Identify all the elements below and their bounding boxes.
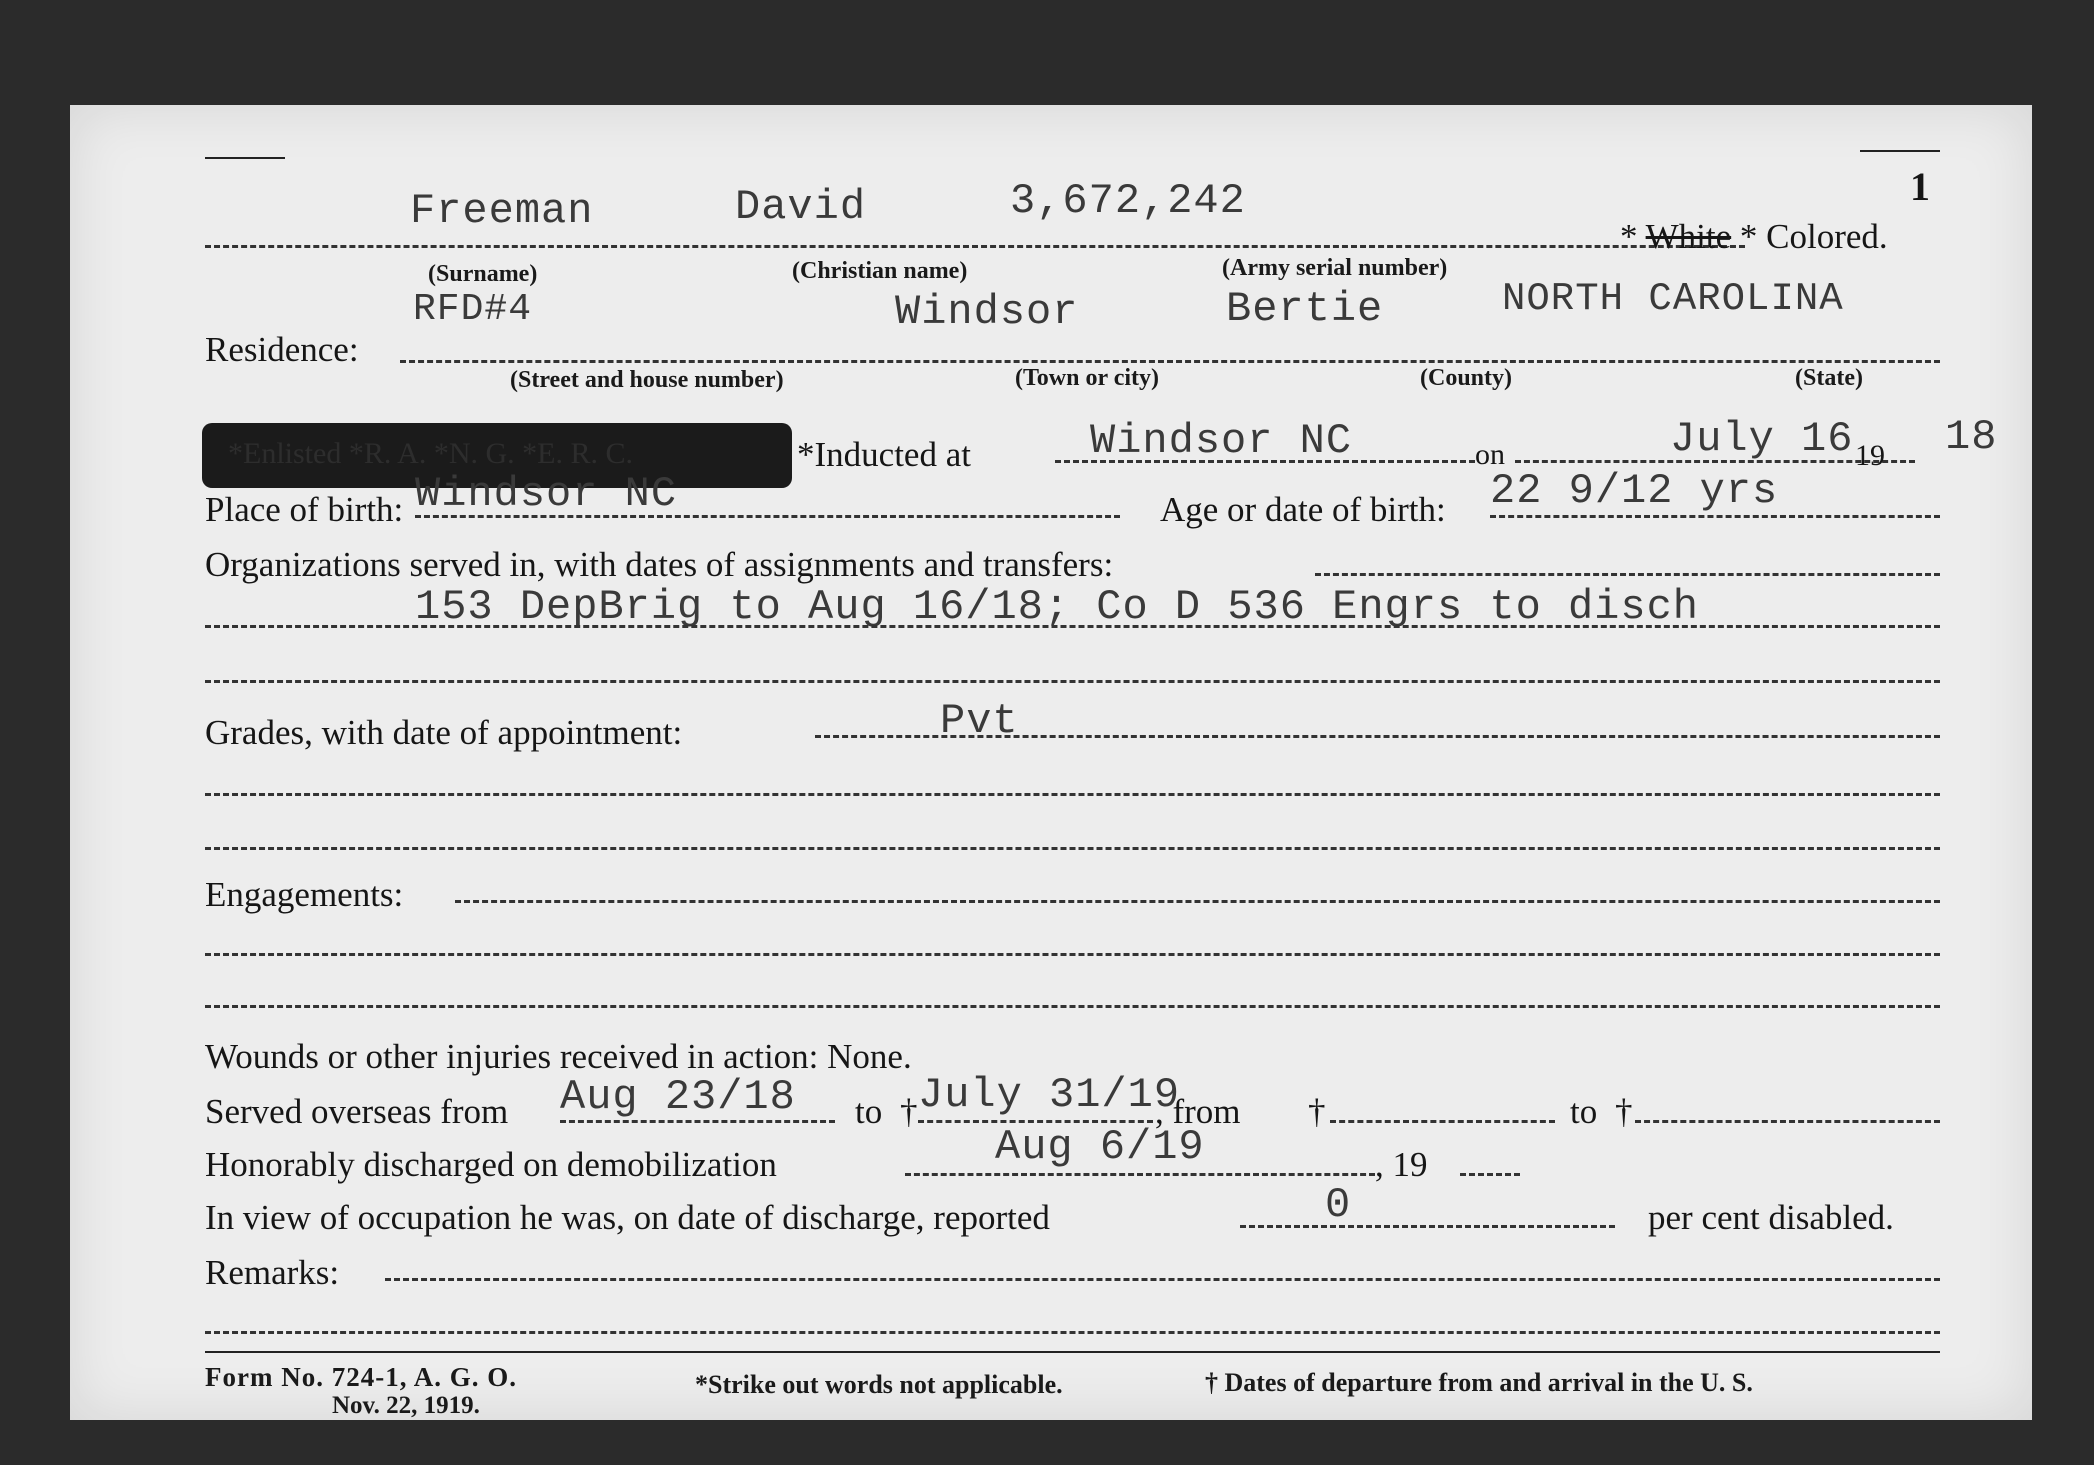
remarks-label: Remarks: [205,1253,340,1292]
year-prefix: 19 [1855,439,1885,472]
organizations-line-0 [1315,573,1940,576]
race-white: White [1645,217,1732,256]
inducted-date-value: July 16 [1670,415,1854,463]
wounds-label: Wounds or other injuries received in action: [205,1037,819,1076]
inducted-year-value: 18 [1945,413,1998,461]
discharged-label: Honorably discharged on demobilization [205,1145,777,1184]
occupation-label: In view of occupation he was, on date of discharge, reported [205,1198,1050,1237]
race-field: * White * Colored. [1620,217,1888,256]
overseas-from2-dagger: † [1308,1092,1326,1131]
inducted-place-value: Windsor NC [1090,417,1353,465]
overseas-to-dagger: † [900,1092,918,1131]
age-value: 22 9/12 yrs [1490,467,1779,515]
organizations-value: 153 DepBrig to Aug 16/18; Co D 536 Engrs to disch [415,583,1700,631]
engagements-line-1 [205,953,1940,956]
street-value: RFD#4 [413,288,533,331]
wounds-value: None. [827,1037,912,1076]
overseas-to2-label: to [1570,1092,1598,1131]
birthplace-label: Place of birth: [205,490,404,529]
street-caption: (Street and house number) [510,367,784,393]
on-label: on [1475,438,1505,471]
birthplace-line [415,515,1120,518]
grades-line-2 [205,847,1940,850]
footer-form-number: Form No. 724-1, A. G. O. [205,1362,517,1392]
enlisted-options: *Enlisted *R. A. *N. G. *E. R. C. [228,437,634,470]
birthplace-value: Windsor NC [415,470,678,518]
top-right-rule [1860,150,1940,152]
inducted-line [1055,460,1475,463]
name-line [205,245,1745,248]
state-caption: (State) [1795,365,1863,391]
footer-strike-note: *Strike out words not applicable. [695,1370,1063,1399]
footer-rule [205,1351,1940,1353]
surname-value: Freeman [410,187,594,235]
discharged-line [905,1173,1375,1176]
serial-number-value: 3,672,242 [1010,177,1246,225]
overseas-from-value: Aug 23/18 [560,1073,796,1121]
county-caption: (County) [1420,365,1513,391]
wounds-field [205,1037,912,1077]
grades-value: Pvt [940,697,1019,745]
christian-name-caption: (Christian name) [792,258,968,284]
christian-name-value: David [735,183,867,231]
residence-line [400,360,1940,363]
card-number: 1 [1910,164,1930,209]
overseas-to-value: July 31/19 [918,1071,1181,1119]
overseas-from2-label: , from [1155,1092,1241,1131]
race-colored: Colored. [1766,217,1888,256]
remarks-line-0 [385,1278,1940,1281]
engagements-label: Engagements: [205,875,404,914]
discharged-value: Aug 6/19 [995,1123,1205,1171]
grades-label: Grades, with date of appointment: [205,713,683,752]
overseas-to2-line [1635,1120,1940,1123]
disabled-suffix: per cent disabled. [1648,1198,1894,1237]
town-value: Windsor [895,288,1079,336]
organizations-label: Organizations served in, with dates of assignments and transfers: [205,545,1114,584]
discharged-year-line [1460,1173,1520,1176]
county-value: Bertie [1226,285,1384,333]
organizations-line-1 [205,625,1940,628]
organizations-line-2 [205,680,1940,683]
disabled-value: 0 [1325,1181,1352,1229]
surname-caption: (Surname) [428,261,538,287]
service-record-card [70,105,2032,1420]
overseas-from-line [560,1120,835,1123]
disabled-line [1240,1225,1615,1228]
footer-dates-note: † Dates of departure from and arrival in the U. S. [1205,1368,1753,1397]
top-left-rule [205,157,285,159]
discharged-year-label: , 19 [1375,1145,1428,1184]
town-caption: (Town or city) [1015,365,1159,391]
engagements-line-2 [205,1005,1940,1008]
grades-line-1 [205,793,1940,796]
age-line [1490,515,1940,518]
remarks-line-1 [205,1331,1940,1334]
age-label: Age or date of birth: [1160,490,1446,529]
state-value: NORTH CAROLINA [1502,277,1844,321]
overseas-to2-dagger: † [1615,1092,1633,1131]
engagements-line-0 [455,900,1940,903]
overseas-label: Served overseas from [205,1092,509,1131]
residence-label: Residence: [205,330,359,369]
serial-number-caption: (Army serial number) [1222,255,1448,281]
footer-form-date: Nov. 22, 1919. [332,1392,480,1419]
grades-line-0 [815,735,1940,738]
overseas-to-label: to [855,1092,883,1131]
inducted-label: *Inducted at [797,435,971,474]
overseas-from2-line [1330,1120,1555,1123]
